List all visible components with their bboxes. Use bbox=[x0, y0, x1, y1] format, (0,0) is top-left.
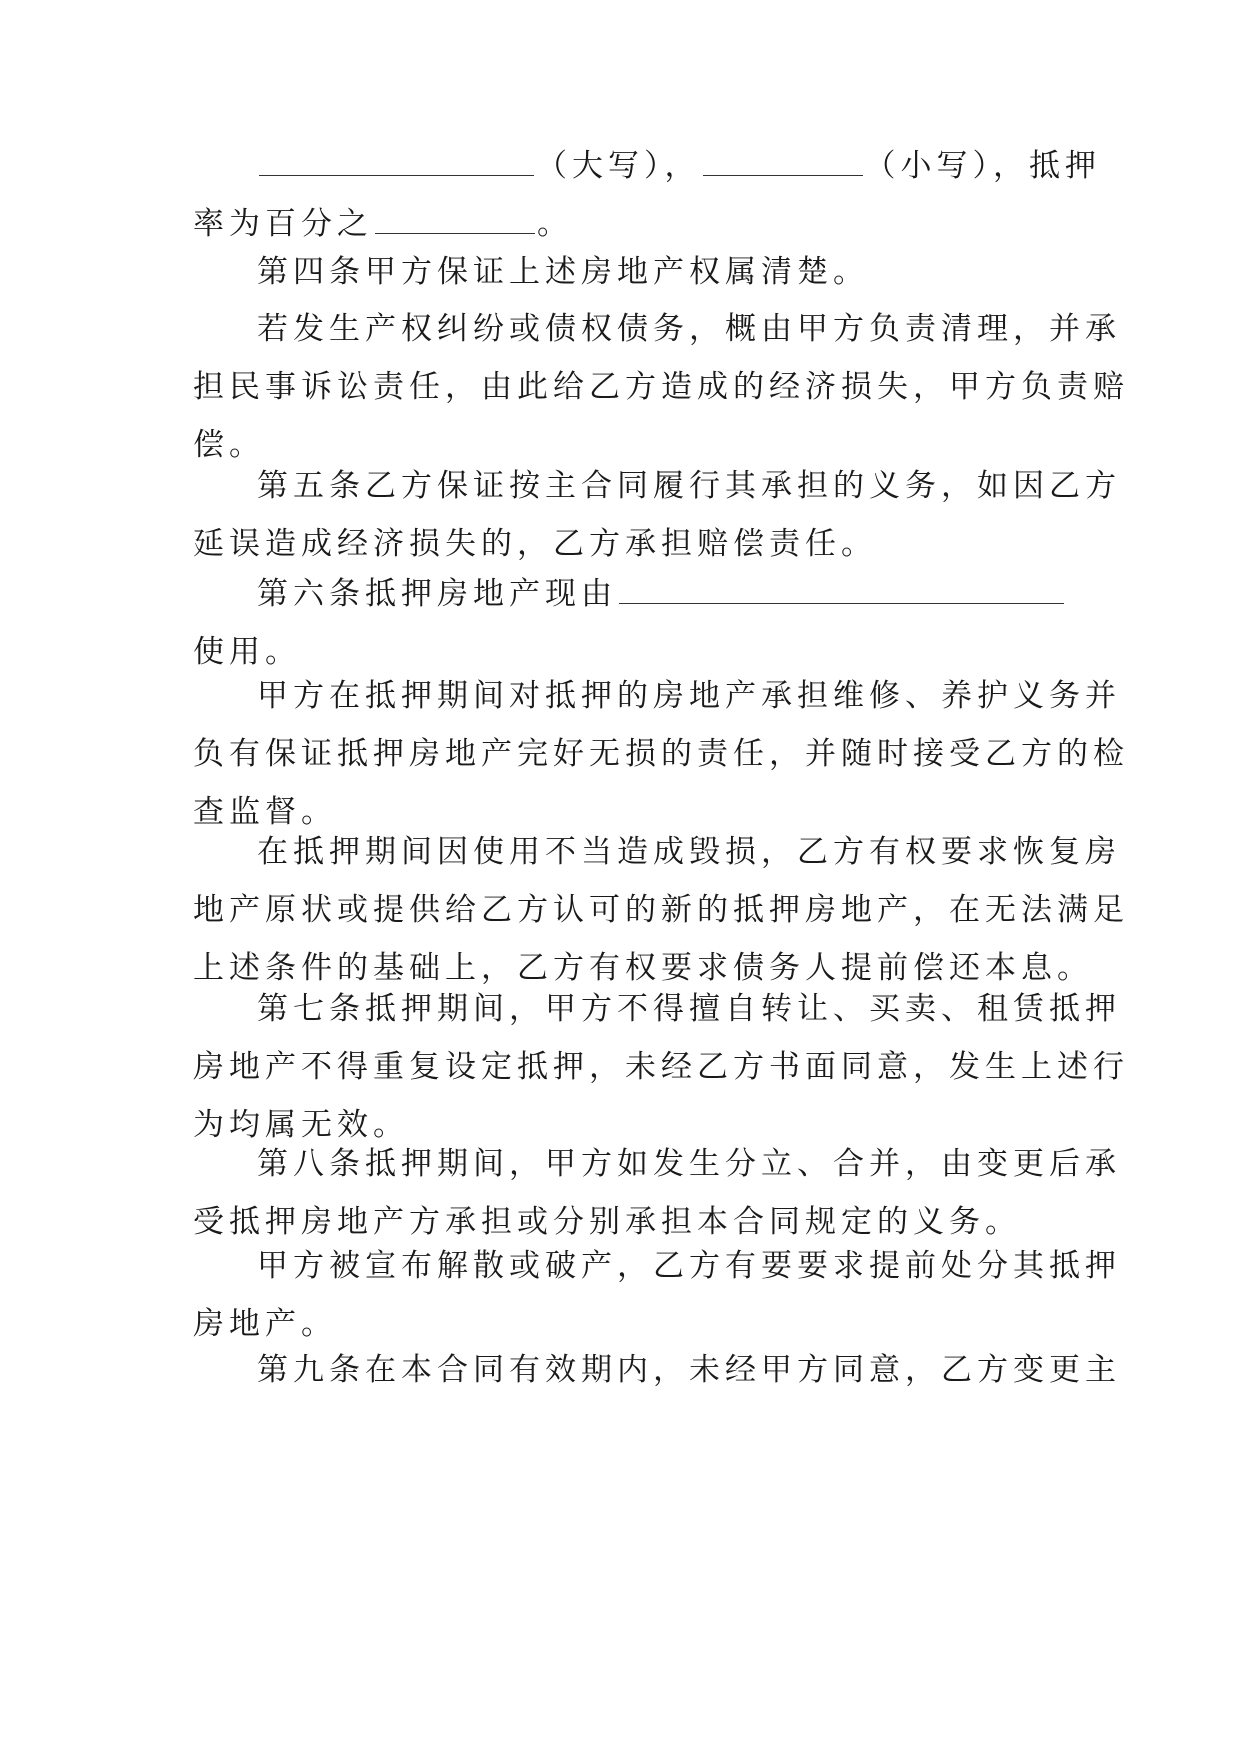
article-4-paragraph bbox=[193, 243, 1053, 301]
lowercase-label: （小写），抵押 bbox=[864, 148, 1101, 184]
text-line: 第八条抵押期间，甲方如发生分立、合并，由变更后承 bbox=[257, 1146, 1121, 1182]
article-8-paragraph bbox=[193, 1135, 1121, 1251]
text-line: 为均属无效。 bbox=[193, 1107, 409, 1143]
text-line: 房地产。 bbox=[193, 1306, 337, 1342]
text-line: 负有保证抵押房地产完好无损的责任，并随时接受乙方的检 bbox=[193, 736, 1129, 772]
article-6-label: 第六条抵押房地产现由 bbox=[257, 576, 617, 612]
amount-uppercase-blank[interactable] bbox=[259, 151, 534, 176]
uppercase-label: （大写）， bbox=[536, 148, 701, 184]
rate-label: 率为百分之 bbox=[193, 206, 373, 242]
text-line: 延误造成经济损失的，乙方承担赔偿责任。 bbox=[193, 526, 877, 562]
rate-end: 。 bbox=[537, 206, 573, 242]
text-line: 偿。 bbox=[193, 427, 265, 463]
article-6-paragraph bbox=[193, 565, 1053, 681]
text-line: 担民事诉讼责任，由此给乙方造成的经济损失，甲方负责赔 bbox=[193, 369, 1129, 405]
article-7-paragraph bbox=[193, 980, 1129, 1154]
dispute-paragraph bbox=[193, 300, 1129, 474]
text-line: 在抵押期间因使用不当造成毁损，乙方有权要求恢复房 bbox=[257, 834, 1121, 870]
amount-paragraph bbox=[193, 137, 1101, 253]
user-blank[interactable] bbox=[619, 579, 1064, 604]
article-9-paragraph bbox=[193, 1341, 1121, 1399]
text-line: 房地产不得重复设定抵押，未经乙方书面同意，发生上述行 bbox=[193, 1049, 1129, 1085]
bankruptcy-paragraph bbox=[193, 1237, 1121, 1353]
text-line: 地产原状或提供给乙方认可的新的抵押房地产，在无法满足 bbox=[193, 892, 1129, 928]
text-line: 使用。 bbox=[193, 634, 301, 670]
text-line: 查监督。 bbox=[193, 794, 337, 830]
text-line: 第七条抵押期间，甲方不得擅自转让、买卖、租赁抵押 bbox=[257, 991, 1121, 1027]
text-line: 甲方被宣布解散或破产，乙方有要要求提前处分其抵押 bbox=[257, 1248, 1121, 1284]
article-6-line bbox=[193, 565, 1053, 623]
article-4-text: 第四条甲方保证上述房地产权属清楚。 bbox=[257, 254, 869, 290]
maintenance-paragraph bbox=[193, 667, 1129, 841]
text-line: 若发生产权纠纷或债权债务，概由甲方负责清理，并承 bbox=[257, 311, 1121, 347]
text-line: 第五条乙方保证按主合同履行其承担的义务，如因乙方 bbox=[257, 468, 1121, 504]
amount-line bbox=[193, 137, 1101, 195]
damage-paragraph bbox=[193, 823, 1129, 997]
amount-lowercase-blank[interactable] bbox=[703, 151, 863, 176]
text-line: 上述条件的基础上，乙方有权要求债务人提前偿还本息。 bbox=[193, 950, 1093, 986]
rate-blank[interactable] bbox=[375, 209, 535, 234]
text-line: 受抵押房地产方承担或分别承担本合同规定的义务。 bbox=[193, 1204, 1021, 1240]
text-line: 甲方在抵押期间对抵押的房地产承担维修、养护义务并 bbox=[257, 678, 1121, 714]
article-5-paragraph bbox=[193, 457, 1121, 573]
text-line: 第九条在本合同有效期内，未经甲方同意，乙方变更主 bbox=[257, 1352, 1121, 1388]
